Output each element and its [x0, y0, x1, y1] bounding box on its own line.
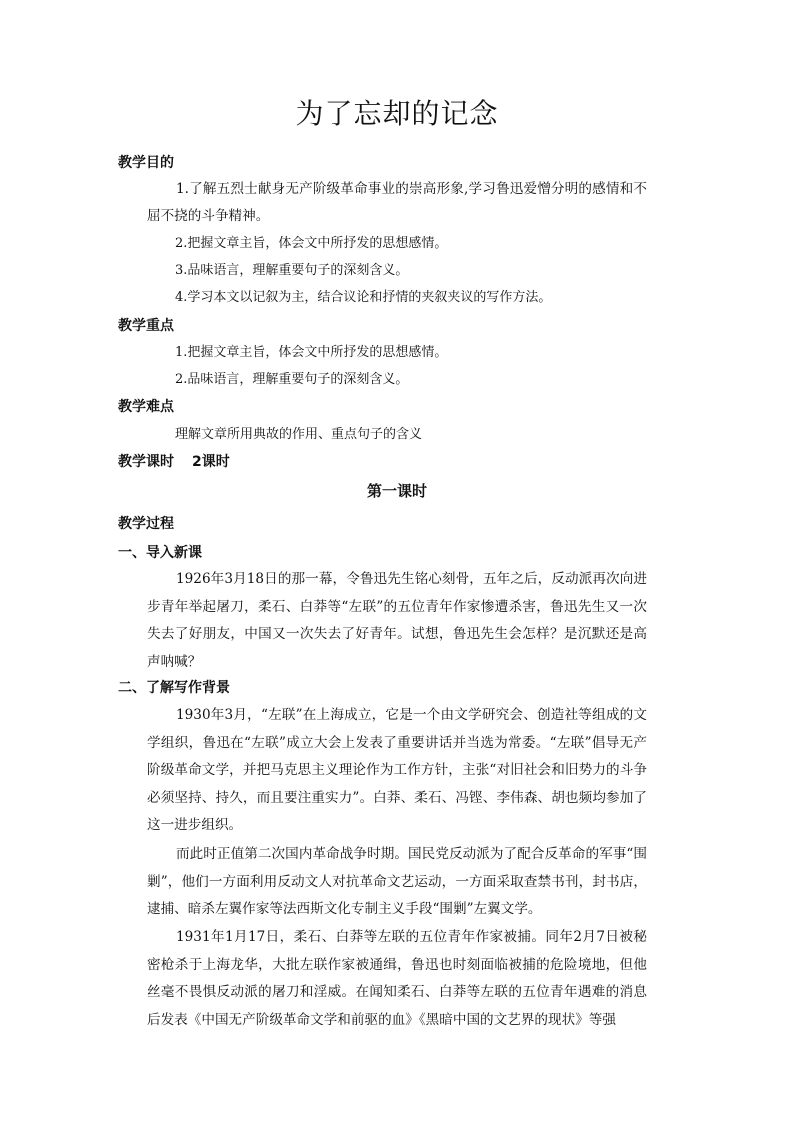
focus-item-1: 1.把握文章主旨，体会文中所抒发的思想感情。 [175, 345, 448, 360]
objective-item-2: 2.把握文章主旨，体会文中所抒发的思想感情。 [175, 236, 448, 251]
lesson-title: 第一课时 [366, 482, 427, 500]
difficulty-text: 理解文章所用典故的作用、重点句子的含义 [175, 427, 423, 442]
document-title: 为了忘却的记念 [295, 97, 499, 130]
objectives-heading: 教学目的 [118, 155, 174, 171]
objective-item-4: 4.学习本文以记叙为主，结合议论和抒情的夹叙夹议的写作方法。 [175, 290, 552, 305]
section2-paragraph-3: 1931年1月17日，柔石、白莽等左联的五位青年作家被捕。同年2月7日被秘密枪杀于上海龙华，大批左联作家被通缉，鲁迅也时刻面临被捕的危险境地，但他丝毫不畏惧反动派的屠刀和淫威。在闻知柔石、白莽等左联的五位青年遇难的消息后发表《中国无产阶级革命文学和前驱的血》《黑暗中国的文艺界的现状》等强 [147, 929, 647, 1028]
section2-heading: 二、了解写作背景 [118, 680, 230, 696]
class-hours-value: 2课时 [192, 454, 230, 470]
section2-paragraph-1: 1930年3月，“左联”在上海成立，它是一个由文学研究会、创造社等组成的文学组织，鲁迅在“左联”成立大会上发表了重要讲话并当选为常委。“左联”倡导无产阶级革命文学，并把马克思主义理论作为工作方针，主张“对旧社会和旧势力的斗争必须坚持、持久，而且要注重实力”。白莽、柔石、冯铿、李伟森、胡也频均参加了这一进步组织。 [147, 707, 647, 833]
section1-heading: 一、导入新课 [118, 545, 202, 561]
objective-item-3: 3.品味语言，理解重要句子的深刻含义。 [175, 263, 409, 278]
focus-item-2: 2.品味语言，理解重要句子的深刻含义。 [175, 372, 409, 387]
focus-heading: 教学重点 [118, 318, 174, 334]
process-heading: 教学过程 [118, 516, 174, 532]
section1-paragraph: 1926年3月18日的那一幕，令鲁迅先生铭心刻骨，五年之后，反动派再次向进步青年举起屠刀，柔石、白莽等“左联”的五位青年作家惨遭杀害，鲁迅先生又一次失去了好朋友，中国又一次失去了好青年。试想，鲁迅先生会怎样？是沉默还是高声呐喊？ [147, 571, 647, 670]
class-hours-label: 教学课时 [118, 454, 174, 470]
difficulty-heading: 教学难点 [118, 399, 174, 415]
section2-paragraph-2: 而此时正值第二次国内革命战争时期。国民党反动派为了配合反革命的军事“围剿”，他们一方面利用反动文人对抗革命文艺运动，一方面采取查禁书刊，封书店，逮捕、暗杀左翼作家等法西斯文化专制主义手段“围剿”左翼文学。 [147, 846, 647, 917]
objective-item-1: 1.了解五烈士献身无产阶级革命事业的崇高形象,学习鲁迅爱憎分明的感情和不屈不挠的斗争精神。 [147, 181, 647, 224]
class-hours [118, 452, 230, 472]
